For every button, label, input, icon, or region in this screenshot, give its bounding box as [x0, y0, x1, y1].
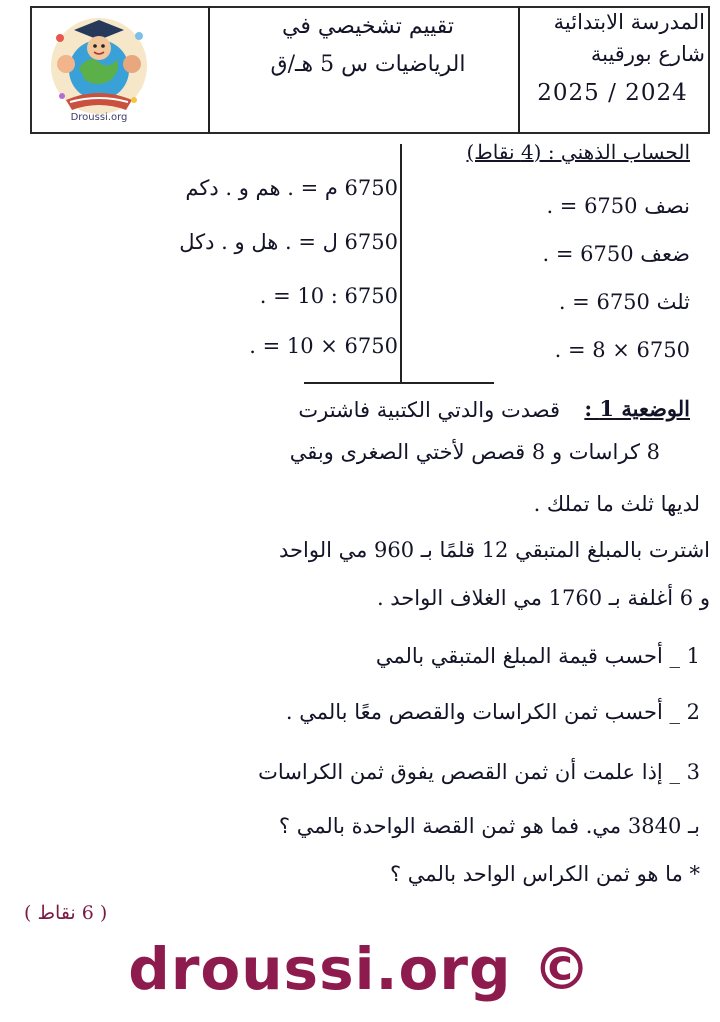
mental-right-column [410, 180, 700, 380]
mental-item: 6750 × 10 = . [249, 334, 398, 358]
logo-site-text: Droussi.org [70, 112, 128, 123]
mental-item: ثلث 6750 = . [558, 290, 690, 314]
mental-calc-title: الحساب الذهني : (4 نقاط) [466, 140, 690, 164]
question-1: 1 _ أحسب قيمة المبلغ المتبقي بالمي [375, 644, 700, 668]
mental-bottom-rule [304, 382, 494, 384]
situation-line: لديها ثلث ما تملك . [533, 492, 700, 516]
mental-item: 6750 × 8 = . [554, 338, 690, 362]
situation-line: و 6 أغلفة بـ 1760 مي الغلاف الواحد . [376, 586, 710, 610]
situation-line: 8 كراسات و 8 قصص لأختي الصغرى وبقي [289, 440, 660, 464]
mental-item: 6750 ل = . هل و . دكل [179, 230, 398, 254]
header-divider-left [208, 6, 210, 134]
site-watermark: droussi.org © [128, 935, 592, 1003]
school-street: شارع بورقيبة [590, 42, 705, 66]
school-year: 2025 / 2024 [537, 80, 688, 106]
question-3-sub: * ما هو ثمن الكراس الواحد بالمي ؟ [389, 862, 700, 886]
question-2: 2 _ أحسب ثمن الكراسات والقصص معًا بالمي . [285, 700, 700, 724]
question-3: 3 _ إذا علمت أن ثمن القصص يفوق ثمن الكراسات [258, 760, 700, 784]
situation-points: ( 6 نقاط ) [24, 902, 108, 924]
mental-left-column [30, 170, 398, 380]
situation-title: الوضعية 1 : [584, 396, 690, 421]
question-3-continued: بـ 3840 مي. فما هو ثمن القصة الواحدة بالمي ؟ [278, 814, 700, 838]
situation-line: اشترت بالمبلغ المتبقي 12 قلمًا بـ 960 مي الواحد [279, 538, 710, 562]
mental-item: ضعف 6750 = . [542, 242, 690, 266]
droussi-logo [44, 8, 154, 132]
exam-subject: الرياضيات س 5 هـ/ق [270, 52, 466, 77]
school-name: المدرسة الابتدائية [553, 10, 705, 34]
mental-vertical-divider [400, 144, 402, 382]
situation-line: قصدت والدتي الكتبية فاشترت [298, 398, 560, 422]
mental-item: نصف 6750 = . [546, 194, 690, 218]
exam-title: تقييم تشخيصي في [281, 14, 454, 39]
mental-item: 6750 : 10 = . [259, 284, 398, 308]
mental-item: 6750 م = . هم و . دكم [185, 176, 398, 200]
